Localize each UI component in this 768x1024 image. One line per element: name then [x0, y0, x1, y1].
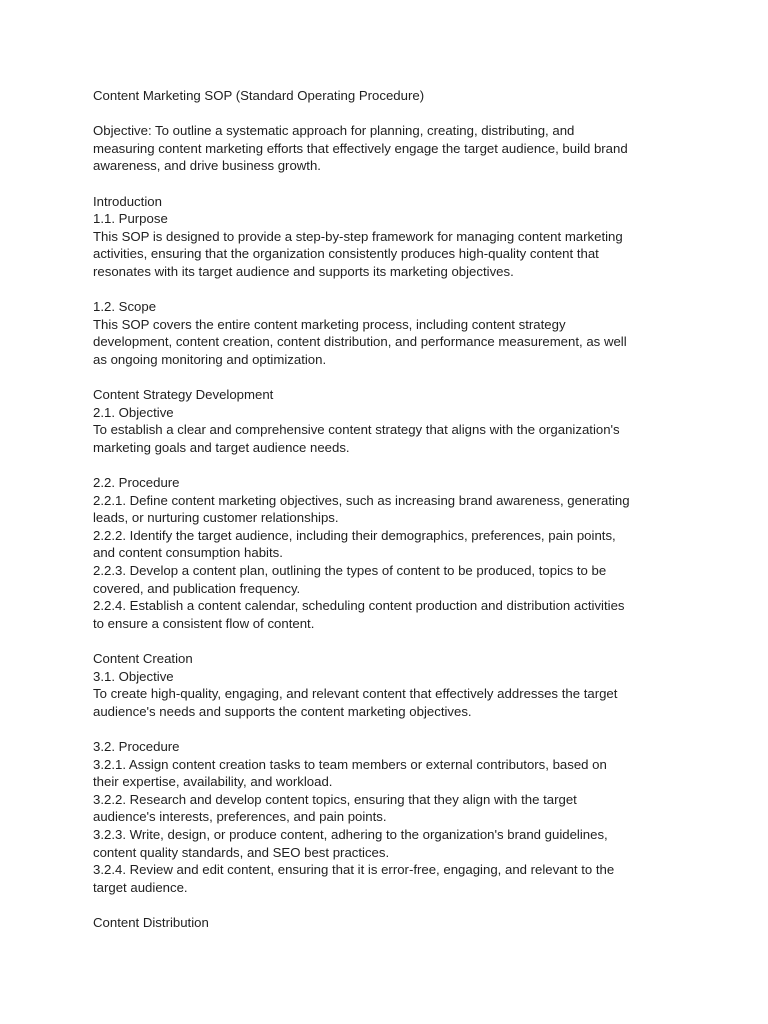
text-line: awareness, and drive business growth.	[93, 158, 321, 174]
spacer	[93, 456, 693, 474]
text-line: leads, or nurturing customer relationships.	[93, 510, 339, 526]
subsection-heading: 1.2. Scope	[93, 299, 157, 315]
document-page	[93, 87, 693, 932]
section-heading: Content Distribution	[93, 914, 209, 930]
text-line: to ensure a consistent flow of content.	[93, 615, 315, 631]
subsection-heading: 1.1. Purpose	[93, 211, 168, 227]
text-line: resonates with its target audience and supports its marketing objectives.	[93, 263, 514, 279]
subsection-heading: 3.1. Objective	[93, 668, 174, 684]
text-line: covered, and publication frequency.	[93, 580, 301, 596]
spacer	[93, 281, 693, 299]
text-line: development, content creation, content distribution, and performance measurement, as well	[93, 334, 627, 350]
text-line: measuring content marketing efforts that effectively engage the target audience, build brand	[93, 140, 628, 156]
objective-paragraph	[93, 122, 693, 175]
text-line: audience's interests, preferences, and pain points.	[93, 809, 387, 825]
section-introduction	[93, 193, 693, 369]
text-line: activities, ensuring that the organization consistently produces high-quality content that	[93, 246, 599, 262]
text-line: 3.2.1. Assign content creation tasks to team members or external contributors, based on	[93, 756, 607, 772]
spacer	[93, 105, 693, 123]
text-line: To establish a clear and comprehensive content strategy that aligns with the organization's	[93, 422, 620, 438]
spacer	[93, 175, 693, 193]
text-line: 2.2.2. Identify the target audience, including their demographics, preferences, pain points,	[93, 527, 616, 543]
text-line: marketing goals and target audience needs.	[93, 439, 350, 455]
section-heading: Introduction	[93, 193, 162, 209]
text-line: 2.2.3. Develop a content plan, outlining the types of content to be produced, topics to be	[93, 563, 607, 579]
spacer	[93, 720, 693, 738]
text-line: as ongoing monitoring and optimization.	[93, 351, 327, 367]
subsection-heading: 2.1. Objective	[93, 404, 174, 420]
spacer	[93, 632, 693, 650]
text-line: 3.2.4. Review and edit content, ensuring that it is error-free, engaging, and relevant to the	[93, 862, 615, 878]
section-heading: Content Creation	[93, 651, 193, 666]
document-title: Content Marketing SOP (Standard Operating Procedure)	[93, 88, 425, 103]
section-content-creation	[93, 650, 693, 896]
section-content-strategy	[93, 386, 693, 632]
text-line: This SOP is designed to provide a step-by-step framework for managing content marketing	[93, 228, 623, 244]
text-line: To create high-quality, engaging, and relevant content that effectively addresses the target	[93, 686, 618, 702]
text-line: 2.2.4. Establish a content calendar, scheduling content production and distribution activities	[93, 598, 625, 614]
subsection-heading: 3.2. Procedure	[93, 738, 180, 754]
text-line: target audience.	[93, 879, 188, 895]
section-heading: Content Strategy Development	[93, 387, 274, 403]
section-content-distribution	[93, 914, 693, 932]
text-line: 3.2.2. Research and develop content topics, ensuring that they align with the target	[93, 791, 577, 807]
text-line: content quality standards, and SEO best practices.	[93, 844, 390, 860]
spacer	[93, 369, 693, 387]
text-line: their expertise, availability, and workload.	[93, 774, 333, 790]
text-line: This SOP covers the entire content marketing process, including content strategy	[93, 316, 566, 332]
text-line: 3.2.3. Write, design, or produce content, adhering to the organization's brand guidelines,	[93, 826, 608, 842]
subsection-heading: 2.2. Procedure	[93, 475, 180, 491]
spacer	[93, 896, 693, 914]
text-line: Objective: To outline a systematic approach for planning, creating, distributing, and	[93, 123, 575, 139]
text-line: 2.2.1. Define content marketing objectives, such as increasing brand awareness, generating	[93, 492, 630, 508]
text-line: and content consumption habits.	[93, 545, 283, 561]
text-line: audience's needs and supports the content marketing objectives.	[93, 703, 472, 719]
